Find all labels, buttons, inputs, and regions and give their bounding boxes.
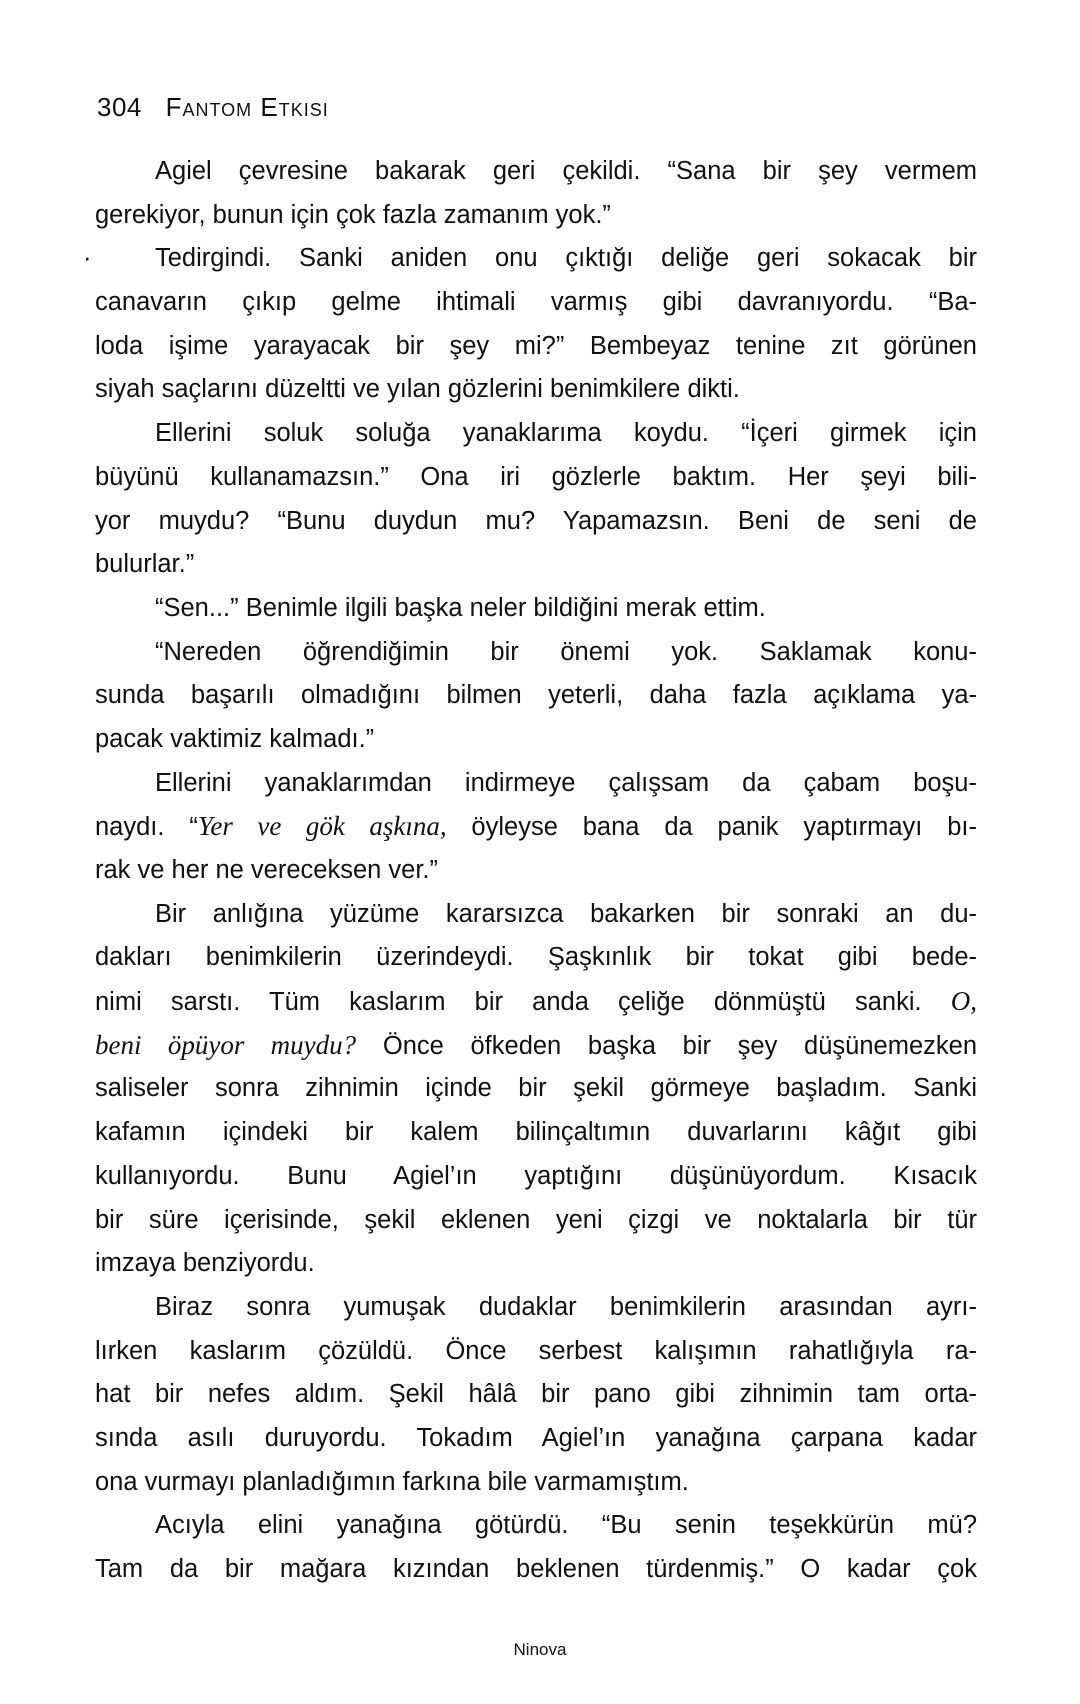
text-line: [95, 325, 977, 369]
text-line: [95, 587, 977, 631]
text-segment: pacak vaktimiz kalmadı.”: [95, 724, 375, 753]
text-line: [95, 805, 977, 849]
text-line: [95, 368, 977, 412]
publisher-footer: Ninova: [513, 1640, 567, 1659]
book-title: Fantom Etkisi: [165, 92, 329, 122]
text-segment: bulurlar.”: [95, 550, 195, 579]
text-segment: Tedirgindi. Sanki aniden onu çıktığı deliğe geri sokacak bir: [155, 244, 977, 273]
text-segment: “Nereden öğrendiğimin bir önemi yok. Saklamak konu-: [155, 637, 977, 666]
text-segment: Bir anlığına yüzüme kararsızca bakarken bir sonraki an du-: [155, 899, 977, 928]
text-segment: kullanıyordu. Bunu Agiel’ın yaptığını düşünüyordum. Kısacık: [95, 1161, 977, 1190]
text-line: [95, 762, 977, 806]
text-line: [95, 543, 977, 587]
text-line: [95, 1417, 977, 1461]
text-line: [95, 456, 977, 500]
text-segment: nimi sarstı. Tüm kaslarım bir anda çeliğe dönmüştü sanki.: [95, 988, 951, 1017]
text-line: [95, 1067, 977, 1111]
text-segment: naydı. “: [95, 813, 198, 842]
text-line: [95, 150, 977, 194]
text-segment: ona vurmayı planladığımın farkına bile varmamıştım.: [95, 1467, 689, 1496]
text-segment: hat bir nefes aldım. Şekil hâlâ bir pano gibi zihnimin tam orta-: [95, 1380, 977, 1409]
body-text: [83, 150, 977, 1592]
text-line: [95, 674, 977, 718]
text-line: [95, 1155, 977, 1199]
text-line: [95, 893, 977, 937]
text-line: [95, 1024, 977, 1068]
text-line: [95, 194, 977, 238]
text-segment: saliseler sonra zihnimin içinde bir şekil görmeye başladım. Sanki: [95, 1074, 977, 1103]
text-line: [95, 1242, 977, 1286]
running-header: [97, 92, 329, 123]
text-line: [95, 1330, 977, 1374]
text-segment: Biraz sonra yumuşak dudaklar benimkilerin arasından ayrı-: [155, 1292, 977, 1321]
text-segment: Ellerini soluk soluğa yanaklarıma koydu. “İçeri girmek için: [155, 419, 977, 448]
text-segment: öyleyse bana da panik yaptırmayı bı-: [446, 813, 977, 842]
text-segment: gerekiyor, bunun için çok fazla zamanım yok.”: [95, 200, 611, 229]
text-segment: Tam da bir mağara kızından beklenen türdenmiş.” O kadar çok: [95, 1555, 977, 1583]
text-segment: rak ve her ne vereceksen ver.”: [95, 856, 438, 884]
text-line: [95, 849, 977, 893]
text-segment: Ellerini yanaklarımdan indirmeye çalışsam da çabam boşu-: [155, 768, 977, 797]
text-line: [95, 980, 977, 1024]
text-segment: “Sen...” Benimle ilgili başka neler bildiğini merak ettim.: [155, 593, 766, 622]
text-line: [95, 718, 977, 762]
text-segment: sında asılı duruyordu. Tokadım Agiel’ın yanağına çarpana kadar: [95, 1423, 977, 1452]
italic-text: beni öpüyor muydu?: [95, 1029, 357, 1060]
text-segment: lırken kaslarım çözüldü. Önce serbest kalışımın rahatlığıyla ra-: [95, 1336, 977, 1365]
text-line: [95, 281, 977, 325]
text-segment: bir süre içerisinde, şekil eklenen yeni çizgi ve noktalarla bir tür: [95, 1205, 977, 1234]
text-segment: Acıyla elini yanağına götürdü. “Bu senin teşekkürün mü?: [155, 1511, 977, 1540]
text-line: [95, 1504, 977, 1548]
text-segment: Agiel çevresine bakarak geri çekildi. “Sana bir şey vermem: [155, 157, 977, 185]
page-number: 304: [97, 92, 142, 122]
text-line: [95, 1373, 977, 1417]
text-segment: loda işime yarayacak bir şey mi?” Bembeyaz tenine zıt görünen: [95, 331, 977, 360]
text-segment: Önce öfkeden başka bir şey düşünemezken: [356, 1031, 977, 1060]
italic-text: Yer ve gök aşkına,: [197, 811, 447, 842]
text-segment: sunda başarılı olmadığını bilmen yeterli, daha fazla açıklama ya-: [95, 681, 977, 710]
text-line: [95, 1548, 977, 1592]
text-line: [95, 1199, 977, 1243]
text-line: [95, 631, 977, 675]
text-segment: canavarın çıkıp gelme ihtimali varmış gibi davranıyordu. “Ba-: [95, 288, 977, 317]
text-segment: büyünü kullanamazsın.” Ona iri gözlerle baktım. Her şeyi bili-: [95, 462, 977, 491]
text-line: [95, 1461, 977, 1505]
stray-mark: ·: [83, 244, 92, 273]
text-line: [95, 1286, 977, 1330]
text-line: [95, 500, 977, 544]
text-line: [95, 1111, 977, 1155]
text-segment: siyah saçlarını düzeltti ve yılan gözlerini benimkilere dikti.: [95, 375, 740, 404]
text-line: [95, 412, 977, 456]
text-segment: imzaya benziyordu.: [95, 1249, 315, 1278]
text-line: [83, 237, 977, 281]
italic-text: O,: [950, 986, 977, 1017]
text-segment: yor muydu? “Bunu duydun mu? Yapamazsın. Beni de seni de: [95, 506, 977, 535]
text-line: [95, 936, 977, 980]
text-segment: dakları benimkilerin üzerindeydi. Şaşkınlık bir tokat gibi bede-: [95, 943, 977, 972]
text-segment: kafamın içindeki bir kalem bilinçaltımın duvarlarını kâğıt gibi: [95, 1118, 977, 1147]
